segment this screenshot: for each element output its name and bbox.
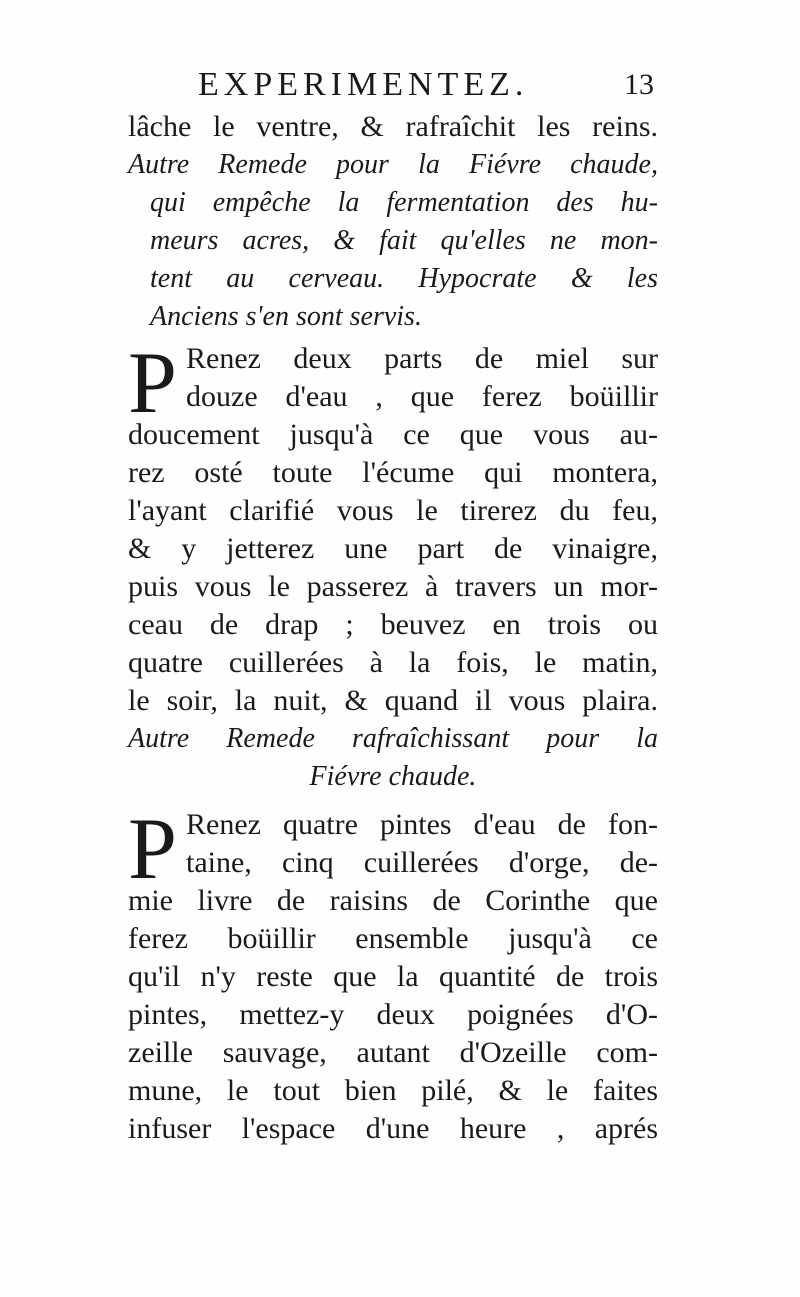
- paragraph-line: rez osté toute l'écume qui montera,: [128, 456, 658, 489]
- paragraph-line: mune, le tout bien pilé, & le faites: [128, 1074, 658, 1107]
- paragraph-line: quatre cuillerées à la fois, le matin,: [128, 646, 658, 679]
- paragraph-line: Renez deux parts de miel sur: [186, 342, 658, 375]
- continuation-line: lâche le ventre, & rafraîchit les reins.: [128, 110, 658, 143]
- heading-line: meurs acres, & fait qu'elles ne mon-: [150, 225, 658, 256]
- paragraph-line: qu'il n'y reste que la quantité de trois: [128, 960, 658, 993]
- page-number: 13: [624, 68, 654, 101]
- paragraph-line: mie livre de raisins de Corinthe que: [128, 884, 658, 917]
- running-title: EXPERIMENTEZ.: [198, 66, 529, 103]
- heading-line: Autre Remede rafraîchissant pour la: [128, 723, 658, 754]
- running-head: [128, 62, 658, 108]
- heading-line: tent au cerveau. Hypocrate & les: [150, 263, 658, 294]
- paragraph-line: zeille sauvage, autant d'Ozeille com-: [128, 1036, 658, 1069]
- paragraph-line: puis vous le passerez à travers un mor-: [128, 570, 658, 603]
- heading-line: Autre Remede pour la Fiévre chaude,: [128, 149, 658, 180]
- paragraph-line: ceau de drap ; beuvez en trois ou: [128, 608, 658, 641]
- drop-cap: P: [128, 801, 177, 898]
- paragraph-line: taine, cinq cuillerées d'orge, de-: [186, 846, 658, 879]
- recipe-paragraph-1: [128, 335, 658, 720]
- drop-cap: P: [128, 335, 177, 432]
- paragraph-line: l'ayant clarifié vous le tirerez du feu,: [128, 494, 658, 527]
- remedy-heading-2: [128, 720, 658, 796]
- paragraph-line: pintes, mettez-y deux poignées d'O-: [128, 998, 658, 1031]
- recipe-paragraph-2: [128, 801, 658, 1148]
- paragraph-line: ferez boüillir ensemble jusqu'à ce: [128, 922, 658, 955]
- paragraph-line: doucement jusqu'à ce que vous au-: [128, 418, 658, 451]
- heading-line: qui empêche la fermentation des hu-: [150, 187, 658, 218]
- paragraph-line: infuser l'espace d'une heure , aprés: [128, 1112, 658, 1145]
- paragraph-line: Renez quatre pintes d'eau de fon-: [186, 808, 658, 841]
- heading-line: Fiévre chaude.: [309, 761, 477, 792]
- spacer: [128, 796, 658, 802]
- text-block: [128, 108, 658, 1148]
- paragraph-line: douze d'eau , que ferez boüillir: [186, 380, 658, 413]
- paragraph-line: & y jetterez une part de vinaigre,: [128, 532, 658, 565]
- heading-line: Anciens s'en sont servis.: [150, 301, 422, 332]
- remedy-heading-1: [128, 146, 658, 336]
- paragraph-line: le soir, la nuit, & quand il vous plaira.: [128, 684, 658, 717]
